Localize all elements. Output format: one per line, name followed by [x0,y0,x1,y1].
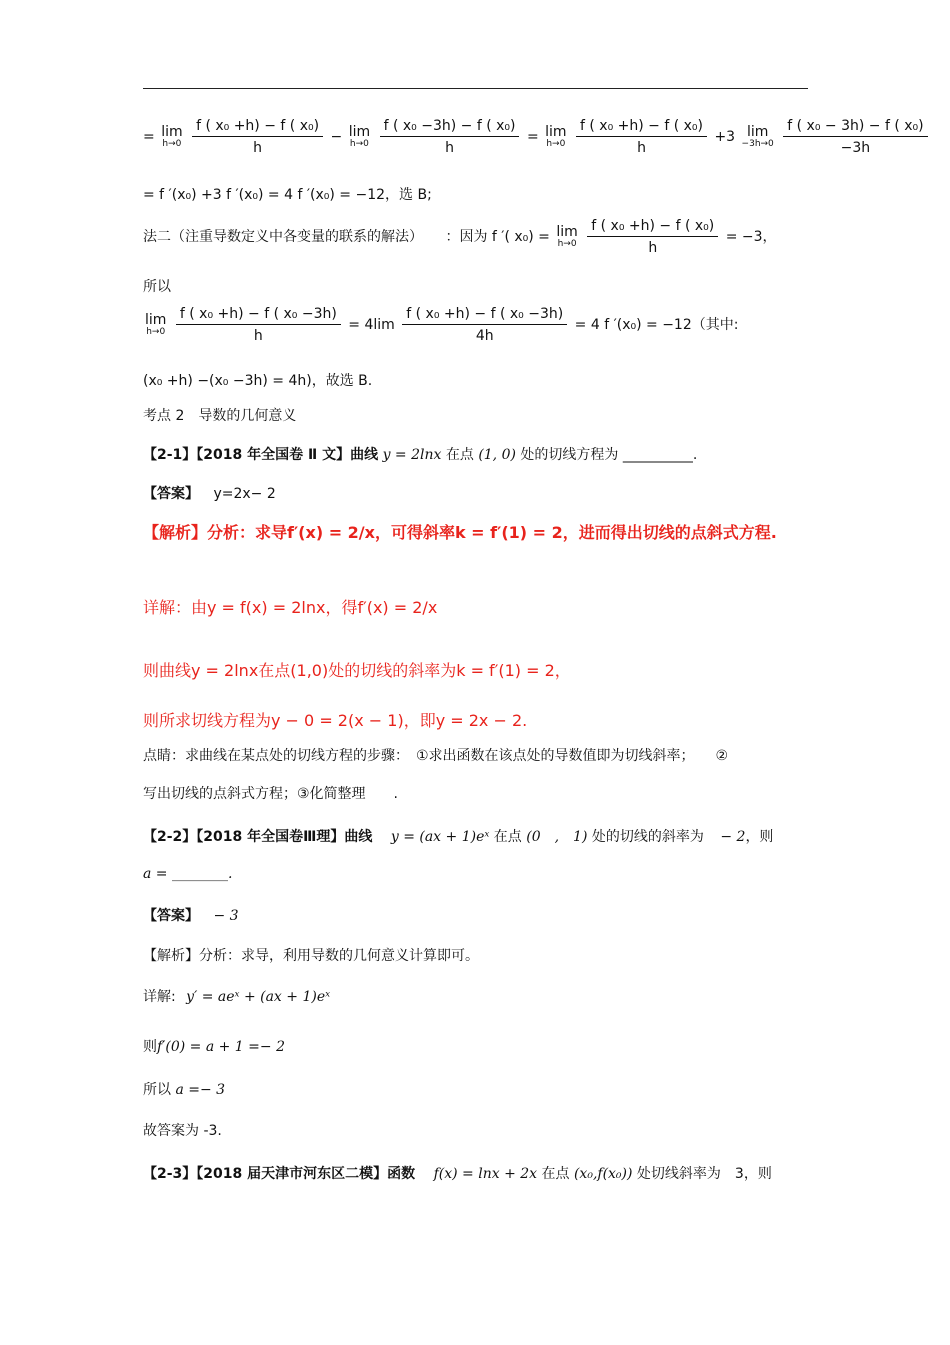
header-rule [143,88,808,89]
question-2-3: 【2-3】【2018 届天津市河东区二模】函数 f(x) = lnx + 2x 在点 (x₀,f(x₀)) 处切线斜率为 3，则 [143,1166,772,1182]
fraction: $\frac{\text{f ( x₀ +h) − f ( x₀)}}{h}$ [576,118,707,156]
remark-line-1: 点睛：求曲线在某点处的切线方程的步骤： ①求出函数在该点处的导数值即为切线斜率； ② [143,748,729,764]
answer-2-2: 【答案】 − 3 [143,908,239,924]
question-2-1: 【2-1】【2018 年全国卷 Ⅱ 文】曲线 y = 2lnx 在点 (1, 0) 处的切线方程为 __________. [143,447,698,463]
fraction: $\frac{\text{f ( x₀ +h) − f ( x₀)}}{h}$ [192,118,323,156]
derivation-line-3: 法二（注重导数定义中各变量的联系的解法） ：因为 f ′( x₀) = lim h→0 $\frac{\text{f ( x₀ +h) − f ( x₀)}}{h}$ = −3， [143,218,777,256]
analysis-2-2: 【解析】分析：求导，利用导数的几何意义计算即可。 [143,948,479,964]
fraction: $\frac{\text{f ( x₀ +h) − f ( x₀ −3h)}}{h}$ [176,306,341,344]
analysis-2-1: 【解析】分析：求导f′(x) = 2/x，可得斜率k = f′(1) = 2，进而得出切线的点斜式方程. [143,523,777,542]
step-2-2: 则f′(0) = a + 1 =− 2 [143,1039,285,1055]
limit: lim h→0 [145,312,167,337]
limit: lim h→0 [348,124,371,149]
derivation-line-6: (x₀ +h) −(x₀ −3h) = 4h)，故选 B. [143,373,373,389]
derivation-line-5: lim h→0 $\frac{\text{f ( x₀ +h) − f ( x₀ −3h)}}{h}$ = 4lim $\frac{\text{f ( x₀ +h) − f ( x₀ −3h)}}{4h}$ = 4 f ′(x₀) = −12（其中: [145,306,739,344]
limit: lim h→0 [545,124,567,149]
section-title: 考点 2 导数的几何意义 [143,408,297,424]
remark-line-2: 写出切线的点斜式方程；③化简整理 . [143,786,398,802]
answer-2-1: 【答案】 y=2x− 2 [143,486,276,502]
final-2-2: 故答案为 -3. [143,1123,222,1139]
fraction: $\frac{\text{f ( x₀ − 3h) − f ( x₀)}}{-3h}$ [783,118,927,156]
fraction: $\frac{\text{f ( x₀ −3h) − f ( x₀)}}{h}$ [380,118,520,156]
derivation-line-2: = f ′(x₀) +3 f ′(x₀) = 4 f ′(x₀) = −12，选 B; [143,187,432,203]
fraction: $\frac{\text{f ( x₀ +h) − f ( x₀)}}{h}$ [587,218,718,256]
so-2-2: 所以 a =− 3 [143,1082,226,1098]
limit: lim −3h→0 [741,124,774,149]
detail-2-2: 详解: y′ = aeˣ + (ax + 1)eˣ [143,989,331,1005]
blank-2-2: a = ________. [143,866,233,882]
detail-2-1: 详解：由y = f(x) = 2lnx，得f′(x) = 2/x [143,598,438,617]
slope-2-1: 则曲线y = 2lnx在点(1,0)处的切线的斜率为k = f′(1) = 2， [143,661,571,680]
question-2-2: 【2-2】【2018 年全国卷Ⅲ理】曲线 y = (ax + 1)eˣ 在点 (0 , 1) 处的切线的斜率为 − 2，则 [143,829,774,845]
derivation-line-4: 所以 [143,279,171,295]
fraction: $\frac{\text{f ( x₀ +h) − f ( x₀ −3h)}}{4h}$ [402,306,567,344]
limit: lim h→0 [161,124,183,149]
tangent-2-1: 则所求切线方程为y − 0 = 2(x − 1)，即y = 2x − 2. [143,711,528,730]
derivation-line-1: = lim h→0 $\frac{\text{f ( x₀ +h) − f ( x₀)}}{h}$ − lim h→0 $\frac{\text{f ( x₀ −3h) − f ( x₀)}}{h}$ = lim h→0 $\frac{\text{f ( x₀ +h) − f ( x₀)}}{h}$ +3 lim −3h→0 $\frac{\text{f ( x₀ − 3h) − f ( x₀)}}{-3h}$ [143,118,931,156]
limit: lim h→0 [556,224,578,249]
